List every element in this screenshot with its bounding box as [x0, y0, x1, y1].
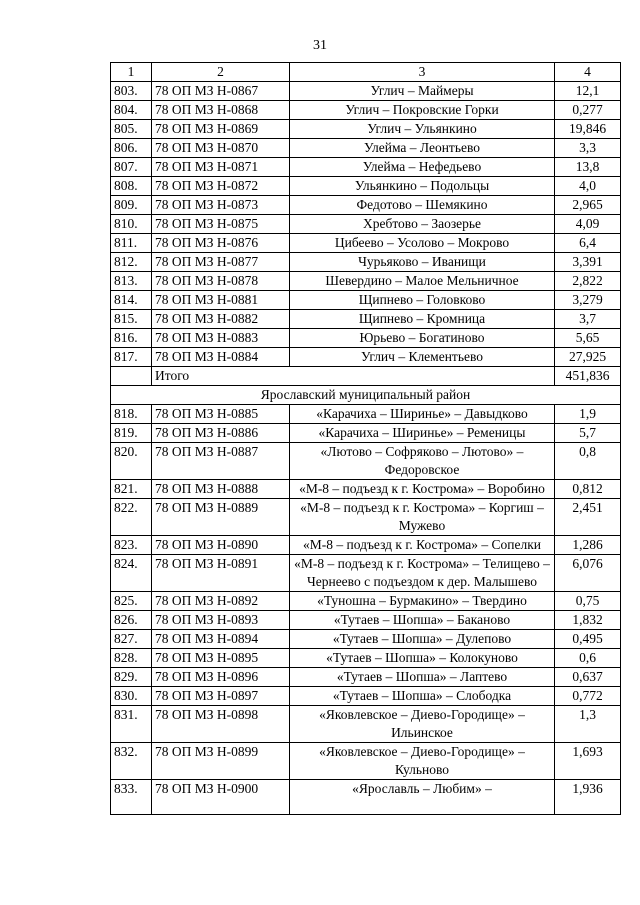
header-col-2: 2	[152, 63, 290, 82]
table-row	[111, 592, 621, 611]
table-row	[111, 82, 621, 101]
table-row	[111, 139, 621, 158]
road-code: 78 ОП МЗ Н-0892	[152, 592, 290, 611]
road-length: 1,9	[555, 405, 621, 424]
table-row	[111, 272, 621, 291]
road-code: 78 ОП МЗ Н-0873	[152, 196, 290, 215]
road-name: Хребтово – Заозерье	[290, 215, 555, 234]
road-length: 19,846	[555, 120, 621, 139]
road-name: «М-8 – подъезд к г. Кострома» – Телищево – Чернеево с подъездом к дер. Малышево	[290, 555, 555, 592]
table-row	[111, 348, 621, 367]
row-number: 805.	[111, 120, 152, 139]
road-name: «Тутаев – Шопша» – Слободка	[290, 687, 555, 706]
table-row	[111, 630, 621, 649]
row-number: 825.	[111, 592, 152, 611]
roads-table	[110, 62, 621, 815]
table-row	[111, 329, 621, 348]
table-row	[111, 499, 621, 536]
road-code: 78 ОП МЗ Н-0877	[152, 253, 290, 272]
road-length: 0,812	[555, 480, 621, 499]
road-name: Углич – Покровские Горки	[290, 101, 555, 120]
road-code: 78 ОП МЗ Н-0876	[152, 234, 290, 253]
road-length: 0,495	[555, 630, 621, 649]
road-code: 78 ОП МЗ Н-0885	[152, 405, 290, 424]
table-row	[111, 555, 621, 592]
road-length: 2,965	[555, 196, 621, 215]
road-length: 0,277	[555, 101, 621, 120]
road-length: 3,3	[555, 139, 621, 158]
road-code: 78 ОП МЗ Н-0896	[152, 668, 290, 687]
row-number: 810.	[111, 215, 152, 234]
road-name: «Карачиха – Ширинье» – Ременицы	[290, 424, 555, 443]
table-row	[111, 480, 621, 499]
road-code: 78 ОП МЗ Н-0889	[152, 499, 290, 536]
road-name: «М-8 – подъезд к г. Кострома» – Воробино	[290, 480, 555, 499]
table-row	[111, 196, 621, 215]
row-number: 808.	[111, 177, 152, 196]
road-code: 78 ОП МЗ Н-0872	[152, 177, 290, 196]
road-name: «Туношна – Бурмакино» – Твердино	[290, 592, 555, 611]
row-number: 809.	[111, 196, 152, 215]
road-name: Цибеево – Усолово – Мокрово	[290, 234, 555, 253]
road-length: 1,693	[555, 743, 621, 780]
road-name: Ульянкино – Подольцы	[290, 177, 555, 196]
road-length: 13,8	[555, 158, 621, 177]
road-length: 5,7	[555, 424, 621, 443]
road-name: Улейма – Леонтьево	[290, 139, 555, 158]
road-length: 0,75	[555, 592, 621, 611]
road-name: «Лютово – Софряково – Лютово» – Федоровское	[290, 443, 555, 480]
table-row	[111, 443, 621, 480]
row-number: 823.	[111, 536, 152, 555]
road-code: 78 ОП МЗ Н-0868	[152, 101, 290, 120]
row-number: 806.	[111, 139, 152, 158]
road-code: 78 ОП МЗ Н-0899	[152, 743, 290, 780]
road-name: Углич – Ульянкино	[290, 120, 555, 139]
section-row	[111, 386, 621, 405]
road-code: 78 ОП МЗ Н-0882	[152, 310, 290, 329]
row-number: 812.	[111, 253, 152, 272]
road-length: 3,391	[555, 253, 621, 272]
table-row	[111, 668, 621, 687]
road-length: 4,0	[555, 177, 621, 196]
row-number: 829.	[111, 668, 152, 687]
row-number: 822.	[111, 499, 152, 536]
row-number: 820.	[111, 443, 152, 480]
table-row	[111, 158, 621, 177]
road-length: 0,637	[555, 668, 621, 687]
table-row	[111, 234, 621, 253]
table-row	[111, 611, 621, 630]
road-length: 4,09	[555, 215, 621, 234]
road-code: 78 ОП МЗ Н-0881	[152, 291, 290, 310]
total-empty-cell	[111, 367, 152, 386]
road-length: 2,822	[555, 272, 621, 291]
table-row	[111, 649, 621, 668]
header-col-4: 4	[555, 63, 621, 82]
table-row	[111, 780, 621, 815]
table-row	[111, 177, 621, 196]
road-name: Щипнево – Кромница	[290, 310, 555, 329]
road-length: 0,8	[555, 443, 621, 480]
road-code: 78 ОП МЗ Н-0869	[152, 120, 290, 139]
table-header-row	[111, 63, 621, 82]
total-row	[111, 367, 621, 386]
road-name: Чурьяково – Иванищи	[290, 253, 555, 272]
row-number: 824.	[111, 555, 152, 592]
table-row	[111, 253, 621, 272]
table-row	[111, 536, 621, 555]
road-name: Улейма – Нефедьево	[290, 158, 555, 177]
road-code: 78 ОП МЗ Н-0887	[152, 443, 290, 480]
road-code: 78 ОП МЗ Н-0893	[152, 611, 290, 630]
road-length: 6,076	[555, 555, 621, 592]
row-number: 816.	[111, 329, 152, 348]
road-name: Шевердино – Малое Мельничное	[290, 272, 555, 291]
table-body	[111, 63, 621, 815]
row-number: 826.	[111, 611, 152, 630]
total-value: 451,836	[555, 367, 621, 386]
road-length: 3,7	[555, 310, 621, 329]
road-code: 78 ОП МЗ Н-0900	[152, 780, 290, 815]
row-number: 817.	[111, 348, 152, 367]
road-length: 1,3	[555, 706, 621, 743]
road-length: 5,65	[555, 329, 621, 348]
road-name: Щипнево – Головково	[290, 291, 555, 310]
row-number: 803.	[111, 82, 152, 101]
road-code: 78 ОП МЗ Н-0897	[152, 687, 290, 706]
road-length: 3,279	[555, 291, 621, 310]
road-length: 1,936	[555, 780, 621, 815]
table-row	[111, 291, 621, 310]
road-length: 0,772	[555, 687, 621, 706]
row-number: 833.	[111, 780, 152, 815]
row-number: 811.	[111, 234, 152, 253]
road-code: 78 ОП МЗ Н-0898	[152, 706, 290, 743]
road-name: Юрьево – Богатиново	[290, 329, 555, 348]
road-length: 0,6	[555, 649, 621, 668]
section-title: Ярославский муниципальный район	[111, 386, 621, 405]
table-row	[111, 743, 621, 780]
row-number: 819.	[111, 424, 152, 443]
road-length: 12,1	[555, 82, 621, 101]
row-number: 807.	[111, 158, 152, 177]
road-name: Углич – Клементьево	[290, 348, 555, 367]
table-row	[111, 215, 621, 234]
row-number: 818.	[111, 405, 152, 424]
road-length: 27,925	[555, 348, 621, 367]
row-number: 814.	[111, 291, 152, 310]
row-number: 815.	[111, 310, 152, 329]
road-code: 78 ОП МЗ Н-0894	[152, 630, 290, 649]
road-name: «Яковлевское – Диево-Городище» – Кульново	[290, 743, 555, 780]
road-length: 1,832	[555, 611, 621, 630]
road-code: 78 ОП МЗ Н-0891	[152, 555, 290, 592]
row-number: 804.	[111, 101, 152, 120]
road-code: 78 ОП МЗ Н-0867	[152, 82, 290, 101]
road-name: «Тутаев – Шопша» – Баканово	[290, 611, 555, 630]
road-name: «Ярославль – Любим» –	[290, 780, 555, 815]
total-label: Итого	[152, 367, 555, 386]
road-name: Федотово – Шемякино	[290, 196, 555, 215]
row-number: 828.	[111, 649, 152, 668]
page-number: 31	[313, 38, 327, 53]
road-code: 78 ОП МЗ Н-0886	[152, 424, 290, 443]
table-row	[111, 687, 621, 706]
road-code: 78 ОП МЗ Н-0871	[152, 158, 290, 177]
road-code: 78 ОП МЗ Н-0884	[152, 348, 290, 367]
header-col-3: 3	[290, 63, 555, 82]
table-row	[111, 706, 621, 743]
table-row	[111, 120, 621, 139]
road-name: «Карачиха – Ширинье» – Давыдково	[290, 405, 555, 424]
road-name: «М-8 – подъезд к г. Кострома» – Коргиш – Мужево	[290, 499, 555, 536]
road-length: 2,451	[555, 499, 621, 536]
road-name: «М-8 – подъезд к г. Кострома» – Сопелки	[290, 536, 555, 555]
row-number: 830.	[111, 687, 152, 706]
table-row	[111, 424, 621, 443]
row-number: 832.	[111, 743, 152, 780]
row-number: 813.	[111, 272, 152, 291]
road-code: 78 ОП МЗ Н-0895	[152, 649, 290, 668]
header-col-1: 1	[111, 63, 152, 82]
road-length: 1,286	[555, 536, 621, 555]
table-row	[111, 101, 621, 120]
road-name: «Тутаев – Шопша» – Колокуново	[290, 649, 555, 668]
road-name: «Тутаев – Шопша» – Лаптево	[290, 668, 555, 687]
road-code: 78 ОП МЗ Н-0870	[152, 139, 290, 158]
road-code: 78 ОП МЗ Н-0883	[152, 329, 290, 348]
row-number: 821.	[111, 480, 152, 499]
road-length: 6,4	[555, 234, 621, 253]
road-name: «Яковлевское – Диево-Городище» – Ильинское	[290, 706, 555, 743]
road-code: 78 ОП МЗ Н-0875	[152, 215, 290, 234]
table-row	[111, 405, 621, 424]
road-code: 78 ОП МЗ Н-0878	[152, 272, 290, 291]
row-number: 827.	[111, 630, 152, 649]
road-code: 78 ОП МЗ Н-0890	[152, 536, 290, 555]
table-row	[111, 310, 621, 329]
road-name: Углич – Маймеры	[290, 82, 555, 101]
row-number: 831.	[111, 706, 152, 743]
road-code: 78 ОП МЗ Н-0888	[152, 480, 290, 499]
road-name: «Тутаев – Шопша» – Дулепово	[290, 630, 555, 649]
